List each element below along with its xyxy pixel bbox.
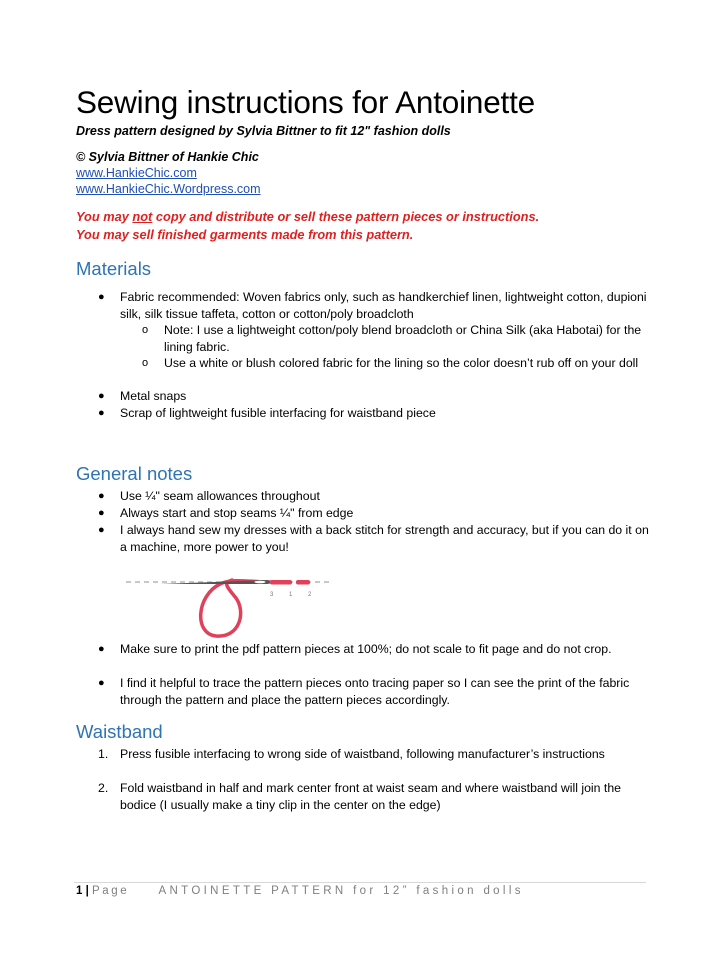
bullet-icon: ●	[98, 643, 105, 655]
stitch-label: 3	[270, 592, 274, 598]
bullet-icon: ●	[98, 677, 105, 689]
copyright-notice: © Sylvia Bittner of Hankie Chic	[76, 150, 259, 164]
circle-bullet-icon: o	[142, 324, 149, 336]
list-item: ● I find it helpful to trace the pattern pieces onto tracing paper so I can see the print of the fabric through the pattern and place the pattern pieces accordingly.	[98, 676, 630, 707]
sub-list-item: o Note: I use a lightweight cotton/poly blend broadcloth or China Silk (aka Habotai) for the lining fabric.	[142, 323, 642, 354]
stitch-label: 1	[289, 592, 293, 598]
stitch-mark	[270, 580, 292, 585]
waistband-heading: Waistband	[76, 721, 163, 742]
materials-heading: Materials	[76, 258, 152, 279]
needle-icon	[160, 580, 270, 584]
page-word: Page	[92, 885, 130, 897]
bullet-icon: ●	[98, 524, 105, 536]
bullet-icon: ●	[98, 507, 105, 519]
needle-eye	[254, 580, 266, 583]
footer-divider	[74, 882, 646, 883]
list-item: ● Always start and stop seams ¼" from edge	[98, 506, 354, 520]
page-footer	[76, 885, 524, 897]
footer-title: ANTOINETTE PATTERN for 12” fashion dolls	[158, 885, 524, 897]
footer-separator: |	[85, 885, 89, 897]
document-title: Sewing instructions for Antoinette	[76, 84, 535, 120]
numbered-step: 1. Press fusible interfacing to wrong side of waistband, following manufacturer’s instructions	[98, 747, 605, 761]
list-item: ● Metal snaps	[98, 389, 187, 403]
sell-notice: You may sell finished garments made from this pattern.	[76, 227, 414, 242]
general-notes-heading: General notes	[76, 463, 193, 484]
bullet-icon: ●	[98, 291, 105, 303]
page-number: 1	[76, 885, 83, 897]
thread-icon	[201, 580, 270, 636]
step-number: 1.	[98, 747, 109, 761]
list-item: ● Make sure to print the pdf pattern pieces at 100%; do not scale to fit page and do not crop.	[98, 642, 612, 656]
bullet-icon: ●	[98, 390, 105, 402]
list-item: ● Fabric recommended: Woven fabrics only, such as handkerchief linen, lightweight cotton, dupioni silk, silk tissue taffeta, cotton or cotton/poly broadcloth	[98, 290, 647, 321]
list-item: ● Use ¼" seam allowances throughout	[98, 489, 320, 503]
step-number: 2.	[98, 781, 109, 795]
list-item: ● Scrap of lightweight fusible interfacing for waistband piece	[98, 406, 436, 420]
hankiechic-link[interactable]: www.HankieChic.com	[76, 166, 197, 180]
hankiechic-blog-link[interactable]: www.HankieChic.Wordpress.com	[76, 182, 261, 196]
stitch-label: 2	[308, 592, 312, 598]
stitch-mark	[296, 580, 310, 585]
sub-list-item: o Use a white or blush colored fabric for the lining so the color doesn’t rub off on your doll	[142, 356, 639, 370]
numbered-step: 2. Fold waistband in half and mark center front at waist seam and where waistband will join the bodice (I usually make a tiny clip in the center on the edge)	[98, 781, 622, 812]
copy-warning: You may not copy and distribute or sell these pattern pieces or instructions.	[76, 209, 540, 224]
document-subtitle: Dress pattern designed by Sylvia Bittner to fit 12" fashion dolls	[76, 124, 451, 138]
bullet-icon: ●	[98, 407, 105, 419]
list-item: ● I always hand sew my dresses with a back stitch for strength and accuracy, but if you can do it on a machine, more power to you!	[98, 523, 649, 554]
circle-bullet-icon: o	[142, 357, 149, 369]
bullet-icon: ●	[98, 490, 105, 502]
backstitch-illustration	[120, 560, 335, 640]
